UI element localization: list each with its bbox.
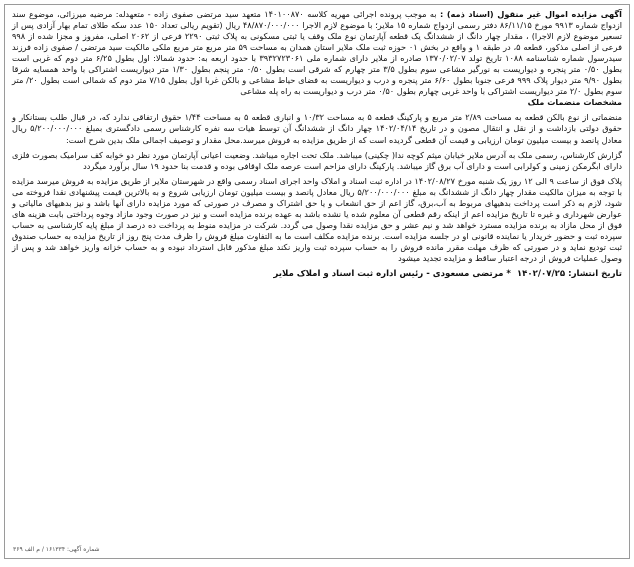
ad-number: شماره آگهی: ۱۶۱۳۳۴ / م الف ۳۶۹ (13, 545, 100, 553)
notice-title: آگهی مزایده اموال غیر منقول (اسناد ذمه) : (439, 9, 622, 19)
publish-date: تاریخ انتشار: ۱۴۰۲/۰۷/۲۵ (516, 269, 622, 280)
auction-notice (4, 4, 630, 559)
specs-heading: مشخصات منضمات ملک (527, 97, 622, 108)
signature: * مرتضی مسعودی - رئیس اداره ثبت اسناد و املاک ملایر (273, 269, 511, 280)
specs-paragraph: منضماتی از نوع بالکن قطعه به مساحت ۲/۸۹ متر مربع و پارکینگ قطعه ۵ به مساحت ۱۰/۳۲ و انباری قطعه ۵ به مساحت ۱/۴۴ حقوق ارتفاقی ندارد که، در قبال طلب بستانکار و حقوق دولتی بازداشت و از نقل و انتقال مصون و در تاریخ ۱۴۰۲/۰۴/۱۴ چهار دانگ از ششدانگ آن توسط هیات سه نفره کارشناس رسمی دادگستری بمبلغ ۵/۲۰۰/۰۰۰/۰۰۰ ریال معادل پانصد و بیست میلیون تومان ارزیابی و قیمت آن قطعی گردیده است که از طریق مزایده به فروش میرسد.محل مقدار و توصیف اجمالی ملک بدین شرح است: (12, 112, 623, 145)
notice-footer (12, 268, 622, 280)
auction-terms: پلاک فوق از ساعت ۹ الی ۱۲ روز یک شنبه مورخ ۱۴۰۲/۰۸/۲۷ در اداره ثبت اسناد و املاک واحد اجرای اسناد رسمی واقع در شهرستان ملایر از طریق مزایده به فروش میرسد مزایده با توجه به میزان مالکیت مقدار چهار دانگ از ششدانگ به مبلغ ۵/۲۰۰/۰۰۰/۰۰۰ ریال معادل پانصد و بیست میلیون تومان ارزیابی شروع و به بالاترین قیمت پیشنهادی نقدا فروخته می شود، لازم به ذکر است پرداخت بدهیهای مربوط به آب،برق، گاز اعم از حق انشعاب و یا حق اشتراک و مصرف در صورتی که مورد مزایده دارای آنها باشد و نیز بدهیهای مالیاتی و عوارض شهرداری و غیره تا تاریخ مزایده اعم از اینکه رقم قطعی آن معلوم شده یا نشده باشد به عهده برنده مزایده است و نیز در صورت وجود مازاد وجوه پرداختی بابت هزینه های فوق از محل مازاد به برنده مزایده مسترد خواهد شد و نیم عشر و حق مزایده نقدا وصول می گردد. شرکت در مزایده منوط به پرداخت ده درصد از مبلغ پایه کارشناسی به حساب سپرده ثبت و حضور خریدار یا نماینده قانونی او در جلسه مزایده است. برنده مزایده مکلف است ما به التفاوت مبلغ فروش را ظرف مدت پنج روز از تاریخ مزایده به حساب صندوق ثبت تودیع نماید و در صورتی که ظرف مهلت مقرر مانده فروش را به حساب سپرده ثبت واریز نکند مبلغ مذکور قابل استرداد نبوده و به حساب خزانه واریز خواهد شد و پس از وصول عملیات فروش از درجه اعتبار ساقط و مزایده تجدید میشود (12, 175, 622, 263)
expert-report: گزارش کارشناس، رسمی ملک به آدرس ملایر خیابان میثم کوچه ندا( چکینی) میباشد. ملک تحت اجاره میباشد. وضعیت اعیانی آپارتمان مورد نظر دو خوابه کف سرامیک بصورت فلزی دارای ابگرمکن زمینی و کولرابی است و دارای آب برق گاز میباشد. پارکینگ دارای مزاحم است عرصه ملک اوقافی بوده و قدمت بنا حدود ۱۹ سال برآورد میگردد (12, 149, 622, 171)
notice-intro: به موجب پرونده اجرائی مهریه کلاسه ۱۴۰۱۰۰۸۷۰ متعهد سید مرتضی صفوی زاده - متعهدله: مرضیه میرزائی، موضوع سند ازدواج شماره ۹۹۱۳ مورخ ۸۶/۱۱/۱۵ دفتر رسمی ازدواج شماره ۱۵ ملایر؛ با موضوع لازم الاجرا ۴۸/۸۷۰/۰۰۰/۰۰۰ ریال (تقویم ریالی تعداد ۱۵۰ عدد سکه طلای تمام بهار آزادی پس از تسعیر موضوع لازم الاجرا) ، مقدار چهار دانگ از ششدانگ یک قطعه آپارتمان نوع ملک وقف یا ثبتی مسکونی به پلاک ثبتی ۲۲۹۰ فرعی از ۲۰۶۲ اصلی، مفروز و مجزا شده از ۹۹۸ فرعی از اصلی مذکور، قطعه ۵، در طبقه ۱ و واقع در بخش ۰۱ حوزه ثبت ملک ملایر استان همدان به مساحت ۵۹ متر مربع متر مربع ملکی مالکیت سید مرتضی / صفوی زاده فرزند سیدرسول شماره شناسنامه ۱۰۸۸ تاریخ تولد ۱۳۷۰/۰۲/۰۷ صادره از ملایر دارای شماره ملی ۳۹۳۲۷۲۳۰۶۱ با حدود اربعه به: حدود شمالا: اول بطول ۶/۲۵ متر دوم که غربی است بطول ۰/۵۰ متر پنجره و دیواریست به نورگیر مشاعی سوم بطول ۳/۵ متر چهارم که شرقی است بطول ۰/۵۰ متر پنجم بطول ۱/۳۰ متر دیواریست اشتراکی با واحد همسایه شرقا بطول ۹/۹۰ متر دیوار پلاک ۹۹۹ فرعی جنوبا بطول ۶/۶۰ متر پنجره و درب و دیواریست به فضای حیاط مشاعی و بالکن غربا اول بطول ۷/۱۵ متر دوم که شمالی است بطول ۲۰/ متر سوم بطول ۲/۰ متر دیواریست اشتراکی با واحد غربی چهارم بطول ۰/۵۰ متر درب و دیواریست به راه پله مشاعی (12, 9, 622, 97)
notice-title-line (12, 9, 622, 97)
